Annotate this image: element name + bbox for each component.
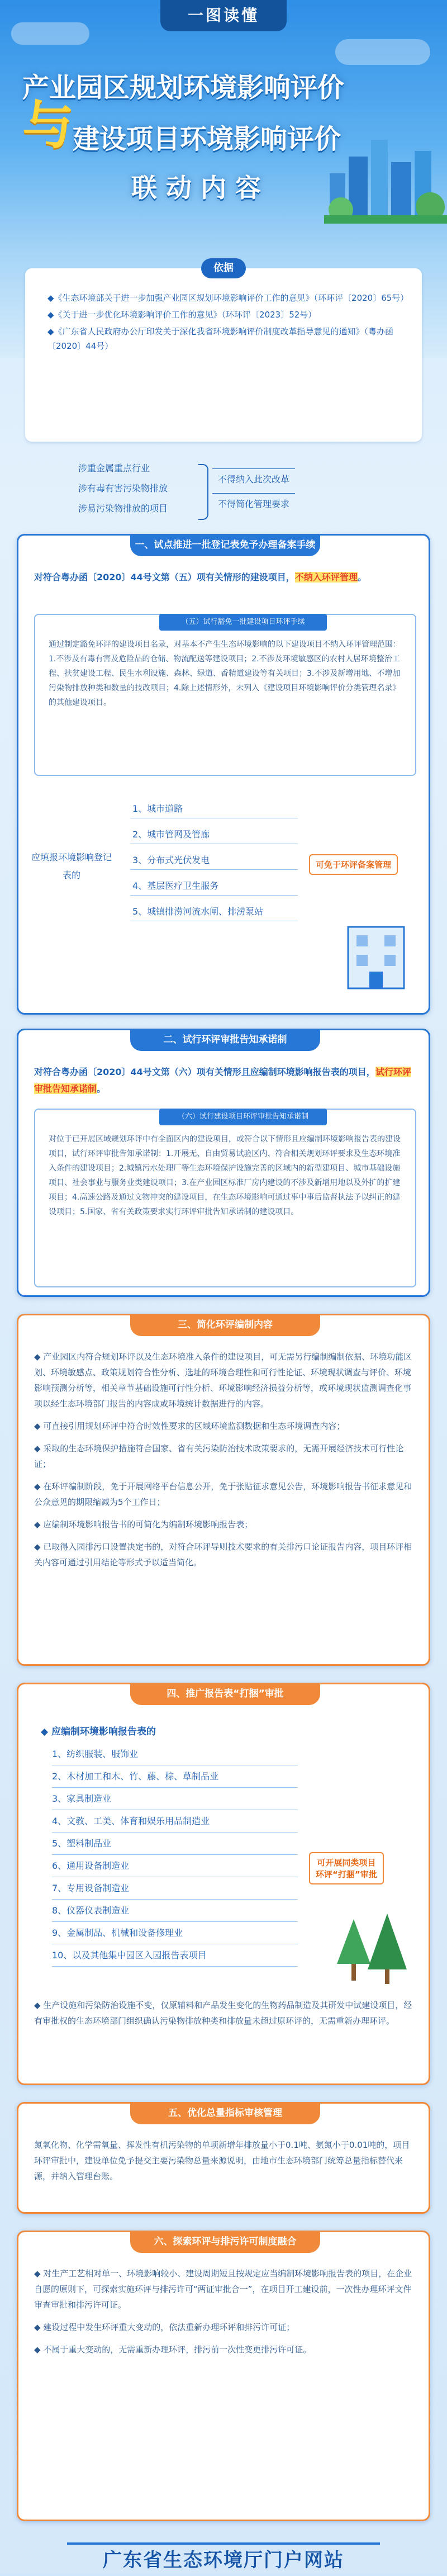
section-6-card: [17, 2231, 430, 2521]
section-4-badge: [309, 1852, 384, 1884]
scope-brace: [198, 464, 208, 520]
basis-card: [25, 262, 422, 442]
section-5-card: [17, 2102, 430, 2214]
basis-item: ◆《广东省人民政府办公厅印发关于深化我省环境影响评价制度改革指导意见的通知》（粤办函〔2020〕44号）: [47, 326, 394, 351]
section-4-title: 四、推广报告表“打捆”审批: [130, 1683, 320, 1705]
section-6-para: ◆ 建设过程中发生环评重大变动的，依法重新办理环评和排污许可证；: [34, 2322, 295, 2332]
section-1-item: 4、基层医疗卫生服务: [130, 875, 298, 896]
section-4-item: 7、专用设备制造业: [52, 1877, 298, 1900]
scope-strip: [0, 447, 447, 531]
section-1-left-label: 应填报环境影响登记表的: [31, 852, 112, 880]
section-4-item: 5、塑料制品业: [52, 1832, 298, 1855]
section-5-title: 五、优化总量指标审核管理: [130, 2102, 320, 2124]
section-2-subbox: [34, 1109, 416, 1287]
section-2-lead-text: 对符合粤办函〔2020〕44号文第（六）项有关情形且应编制环境影响报告表的项目，: [34, 1067, 375, 1077]
section-3-body: [34, 1349, 416, 1577]
scope-left-item: 涉有毒有害污染物排放: [78, 483, 168, 494]
scope-left-list: [78, 458, 168, 519]
section-1-item: 1、城市道路: [130, 798, 298, 818]
section-6-title: 六、探索环评与排污许可制度融合: [130, 2231, 320, 2253]
scope-right-item: 不得纳入此次改革: [212, 468, 295, 493]
section-4-badge-line1: 可开展同类项目: [317, 1858, 376, 1868]
scope-left-item: 涉易污染物排放的项目: [78, 503, 168, 514]
section-2-card: [17, 1029, 430, 1297]
section-3-title: 三、简化环评编制内容: [130, 1314, 320, 1336]
section-1-lead-text: 对符合粤办函〔2020〕44号文第（五）项有关情形的建设项目，: [34, 572, 295, 583]
cloud-decoration: [11, 22, 89, 45]
section-5-body: 氮氧化物、化学需氧量、挥发性有机污染物的单项新增年排放量小于0.1吨、氨氮小于0.01吨的，项目环评审批中，建设单位免予提交主要污染物总量来源说明，由地市生态环境部门统筹总量指标替代来源，并纳入管理台账。: [34, 2140, 410, 2181]
section-4-list-title: ◆ 应编制环境影响报告表的: [41, 1726, 156, 1737]
section-4-item: 9、金属制品、机械和设备修理业: [52, 1922, 298, 1944]
section-1-subbox: [34, 614, 416, 776]
section-4-item: 4、文教、工美、体育和娱乐用品制造业: [52, 1810, 298, 1832]
section-1-sublabel: （五）试行豁免一批建设项目环评手续: [159, 614, 327, 631]
section-6-para: ◆ 对生产工艺相对单一、环境影响较小、建设周期短且按规定应当编制环境影响报告表的项目，在企业自愿的原则下，可探索实施环评与排污许可“两证审批合一”，在项目开工建设前，一次性办理环评文件审查审批和排污许可证。: [34, 2269, 412, 2310]
section-3-card: [17, 1314, 430, 1666]
section-2-sublabel-wrap: [35, 1109, 417, 1125]
section-3-para: ◆ 已取得入园排污口设置决定书的，对符合环评导则技术要求的有关排污口论证报告内容，项目环评相关内容可通过引用结论等形式予以适当简化。: [34, 1542, 412, 1568]
section-4-item: 10、以及其他集中园区入园报告表项目: [52, 1944, 298, 1967]
section-3-para: ◆ 在环评编制阶段，免于开展网络平台信息公开，免于张贴征求意见公告，环境影响报告书征求意见和公众意见的期限缩减为5个工作日；: [34, 1481, 412, 1507]
hero-title-line1: 产业园区规划环境影响评价: [22, 72, 345, 103]
section-3-para: ◆ 应编制环境影响报告书的可简化为编制环境影响报告表；: [34, 1519, 253, 1530]
scope-right-item: 不得简化管理要求: [212, 493, 295, 518]
hero-title-line3: 联动内容: [131, 173, 270, 203]
section-4-item: 1、纺织服装、服饰业: [52, 1743, 298, 1765]
cloud-decoration: [335, 39, 430, 65]
section-2-subtext: 对位于已开展区域规划环评中有全面区内的建设项目，或符合以下情形且应编制环境影响报告表的建设项目，试行环评审批告知承诺制：1.开展无、自由贸易试验区内、符合相关规划环评要求及生态环境准入条件的建设项目；2.城镇污水处理厂等生态环境保护设施完善的区域内的新型建项目、城市基础设施项目、社会事业与服务业类建设项目；3.在产业园区标准厂房内建设的不涉及新增用地以及外扩的扩建项目；4.高速公路及通过文物冲突的建设项目，在生态环境影响可通过事中事后监督执法予以纠正的建设项目；5.国家、省有关政策要求实行环评审批告知承诺制的建设项目。: [49, 1135, 401, 1216]
section-1-lead-end: 。: [357, 572, 367, 583]
basis-item: ◆《生态环境部关于进一步加强产业园区规划环境影响评价工作的意见》（环环评〔2020〕65号）: [47, 293, 409, 303]
section-2-lead-end: 。: [97, 1083, 106, 1094]
section-1-item: 5、城镇排涝河流水闸、排涝泵站: [130, 901, 298, 921]
basis-label: 依据: [201, 258, 246, 278]
section-4-list: [52, 1743, 298, 1967]
section-1-item: 2、城市管网及管廊: [130, 824, 298, 844]
section-1-lead: [34, 569, 416, 586]
section-2-sublabel: （六）试行建设项目环评审批告知承诺制: [159, 1109, 327, 1125]
section-4-card: [17, 1683, 430, 2085]
city-skyline-icon: [324, 129, 447, 224]
section-3-para: ◆ 采取的生态环境保护措施符合国家、省有关污染防治技术政策要求的，无需开展经济技术可行性论证；: [34, 1443, 404, 1469]
scope-left-item: 涉重金属重点行业: [78, 463, 150, 473]
footer-site-name: 广东省生态环境厅门户网站: [67, 2542, 380, 2567]
section-1-lead-highlight: 不纳入环评管理: [294, 572, 358, 583]
section-4-badge-line2: 环评“打捆”审批: [316, 1869, 377, 1879]
section-4-item: 6、通用设备制造业: [52, 1855, 298, 1877]
section-1-subtext: 通过制定豁免环评的建设项目名录，对基本不产生生态环境影响的以下建设项目不纳入环评管理范围：1.不涉及有毒有害及危险品的仓储、物流配送等建设项目；2.不涉及环境敏感区的农村人居环境整治工程、扶贫建设工程、民生水利设施、森林、绿道、香精道建设等有关项目；3.不涉及新增用地、不增加污染物排放种类和数量的技改项目；4.除上述情形外，未列入《建设项目环境影响评价分类管理名录》的其他建设项目。: [49, 640, 401, 707]
section-4-note: ◆ 生产设施和污染防治设施不变，仅原辅料和产品发生变化的生物药品制造及其研发中试建设项目，经有审批权的生态环境部门组织确认污染物排放种类和排放量未超过原环评的，无需重新办理环评。: [34, 2000, 412, 2026]
building-icon: [331, 916, 421, 994]
scope-right-list: [212, 468, 295, 518]
basis-list: [47, 291, 409, 356]
hero-title-line2: 建设项目环境影响评价: [73, 124, 341, 155]
section-2-lead: [34, 1064, 416, 1097]
tree-icon: [331, 1914, 415, 1986]
hero-and-glyph: 与: [22, 95, 74, 155]
section-4-item: 3、家具制造业: [52, 1788, 298, 1810]
section-1-card: [17, 534, 430, 1015]
section-1-item: 3、分布式光伏发电: [130, 850, 298, 870]
section-1-title: 一、试点推进一批登记表免予办理备案手续: [130, 534, 320, 556]
section-4-item: 2、木材加工和木、竹、藤、棕、草制品业: [52, 1765, 298, 1788]
section-1-sublabel-wrap: [35, 614, 417, 631]
section-3-para: ◆ 产业园区内符合规划环评以及生态环境准入条件的建设项目，可无需另行编制编制依据、环境功能区划、环境敏感点、政策规划符合性分析、选址的环境合理性和可行性论证、环境现状调查与评价、环境影响预测分析等，相关章节基础设施可行性分析、环境影响经济损益分析等，或环境现状监测调查化事项以经生态环境部门报告的内容成或环境统计数据进行的内容。: [34, 1352, 412, 1409]
section-4-item: 8、仪器仪表制造业: [52, 1900, 298, 1922]
hero-tag: 一图读懂: [160, 0, 287, 31]
section-6-body: [34, 2266, 416, 2364]
section-2-title: 二、试行环评审批告知承诺制: [130, 1029, 320, 1051]
basis-item: ◆《关于进一步优化环境影响评价工作的意见》（环环评〔2023〕52号）: [47, 310, 317, 320]
section-6-para: ◆ 不属于重大变动的，无需重新办理环评，排污前一次性变更排污许可证。: [34, 2345, 312, 2355]
section-1-badge: 可免于环评备案管理: [309, 854, 398, 875]
section-3-para: ◆ 可直接引用规划环评中符合时效性要求的区域环境监测数据和生态环境调查内容；: [34, 1421, 345, 1431]
section-2-lead-highlight: 试行环评审批告知承诺制: [34, 1067, 411, 1094]
